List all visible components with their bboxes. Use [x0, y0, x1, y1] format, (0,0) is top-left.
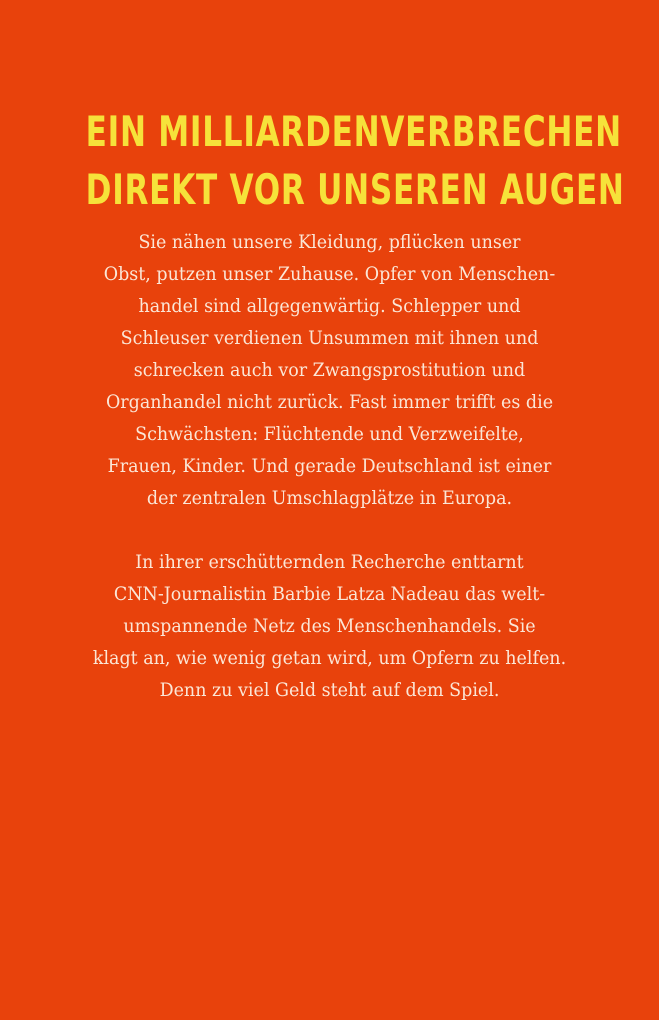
blurb-line: In ihrer erschütternden Recherche enttarnt — [135, 551, 524, 573]
blurb-line: Denn zu viel Geld steht auf dem Spiel. — [159, 679, 500, 701]
blurb-paragraph-1 — [40, 226, 619, 514]
blurb-line: Schleuser verdienen Unsummen mit ihnen und — [120, 327, 539, 349]
blurb-line: Obst, putzen unser Zuhause. Opfer von Menschen- — [103, 263, 556, 285]
blurb-line: CNN-Journalistin Barbie Latza Nadeau das welt- — [113, 583, 546, 605]
blurb-line: Sie nähen unsere Kleidung, pflücken unser — [138, 231, 521, 253]
headline-line-2: DIREKT VOR UNSEREN AUGEN — [85, 165, 625, 215]
blurb-paragraph-2 — [40, 546, 619, 706]
blurb-line: der zentralen Umschlagplätze in Europa. — [146, 487, 513, 509]
blurb-line: umspannende Netz des Menschenhandels. Sie — [123, 615, 536, 637]
blurb-line: schrecken auch vor Zwangsprostitution und — [133, 359, 526, 381]
blurb-line: klagt an, wie wenig getan wird, um Opfern zu helfen. — [92, 647, 567, 669]
blurb-text — [40, 226, 619, 706]
headline-line-1: EIN MILLIARDENVERBRECHEN — [85, 107, 622, 157]
blurb-line: Schwächsten: Flüchtende und Verzweifelte, — [135, 423, 524, 445]
blurb-line: Organhandel nicht zurück. Fast immer trifft es die — [105, 391, 554, 413]
blurb-line: handel sind allgegenwärtig. Schlepper und — [138, 295, 521, 317]
paragraph-spacer — [40, 514, 619, 546]
blurb-line: Frauen, Kinder. Und gerade Deutschland ist einer — [107, 455, 552, 477]
headline — [0, 103, 659, 219]
